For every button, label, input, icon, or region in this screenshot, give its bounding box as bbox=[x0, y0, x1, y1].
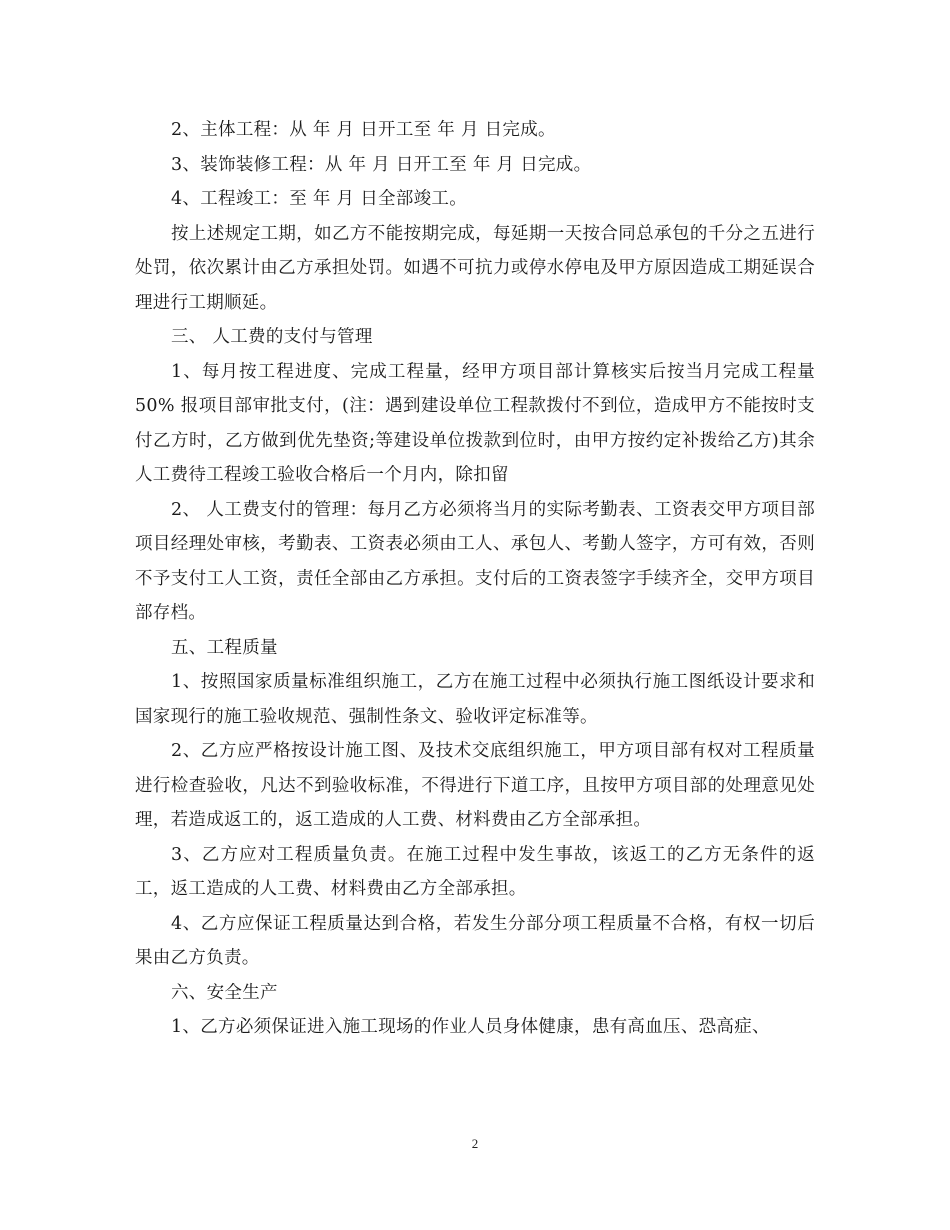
paragraph-quality-standards: 1、按照国家质量标准组织施工，乙方在施工过程中必须执行施工图纸设计要求和国家现行的施工验收规范、强制性条文、验收评定标准等。 bbox=[135, 672, 815, 727]
paragraph-schedule-decoration: 3、装饰装修工程：从 年 月 日开工至 年 月 日完成。 bbox=[171, 154, 592, 175]
paragraph-delay-penalty: 按上述规定工期，如乙方不能按期完成，每延期一天按合同总承包的千分之五进行处罚，依次累计由乙方承担处罚。如遇不可抗力或停水停电及甲方原因造成工期延误合理进行工期顺延。 bbox=[135, 223, 815, 313]
section-heading-safety: 六、安全生产 bbox=[171, 982, 278, 1003]
paragraph-quality-inspection: 2、乙方应严格按设计施工图、及技术交底组织施工，甲方项目部有权对工程质量进行检查验收，凡达不到验收标准，不得进行下道工序，且按甲方项目部的处理意见处理，若造成返工的，返工造成的人工费、材料费由乙方全部承担。 bbox=[135, 741, 815, 830]
paragraph-labor-cost-payment: 1、每月按工程进度、完成工程量，经甲方项目部计算核实后按当月完成工程量 50% 报项目部审批支付，(注：遇到建设单位工程款拨付不到位，造成甲方不能按时支付乙方时，乙方做到优先垫资;等建设单位拨款到位时，由甲方按约定补拨给乙方)其余人工费待工程竣工验收合格后一个月内，除扣留 bbox=[135, 361, 815, 485]
page-number: 2 bbox=[471, 1136, 479, 1151]
document-body bbox=[135, 113, 815, 1045]
section-heading-labor-cost: 三、 人工费的支付与管理 bbox=[171, 327, 373, 347]
paragraph-safety-health: 1、乙方必须保证进入施工现场的作业人员身体健康，患有高血压、恐高症、 bbox=[171, 1017, 770, 1037]
section-heading-quality: 五、工程质量 bbox=[171, 637, 278, 658]
paragraph-quality-acceptance: 4、乙方应保证工程质量达到合格，若发生分部分项工程质量不合格，有权一切后果由乙方负责。 bbox=[135, 913, 815, 968]
paragraph-quality-responsibility: 3、乙方应对工程质量负责。在施工过程中发生事故，该返工的乙方无条件的返工，返工造成的人工费、材料费由乙方全部承担。 bbox=[135, 844, 815, 899]
paragraph-schedule-completion: 4、工程竣工：至 年 月 日全部竣工。 bbox=[171, 189, 468, 209]
paragraph-labor-cost-management: 2、 人工费支付的管理：每月乙方必须将当月的实际考勤表、工资表交甲方项目部项目经理处审核，考勤表、工资表必须由工人、承包人、考勤人签字，方可有效，否则不予支付工人工资，责任全部由乙方承担。支付后的工资表签字手续齐全，交甲方项目部存档。 bbox=[135, 499, 815, 623]
paragraph-schedule-main-works: 2、主体工程：从 年 月 日开工至 年 月 日完成。 bbox=[171, 120, 556, 140]
